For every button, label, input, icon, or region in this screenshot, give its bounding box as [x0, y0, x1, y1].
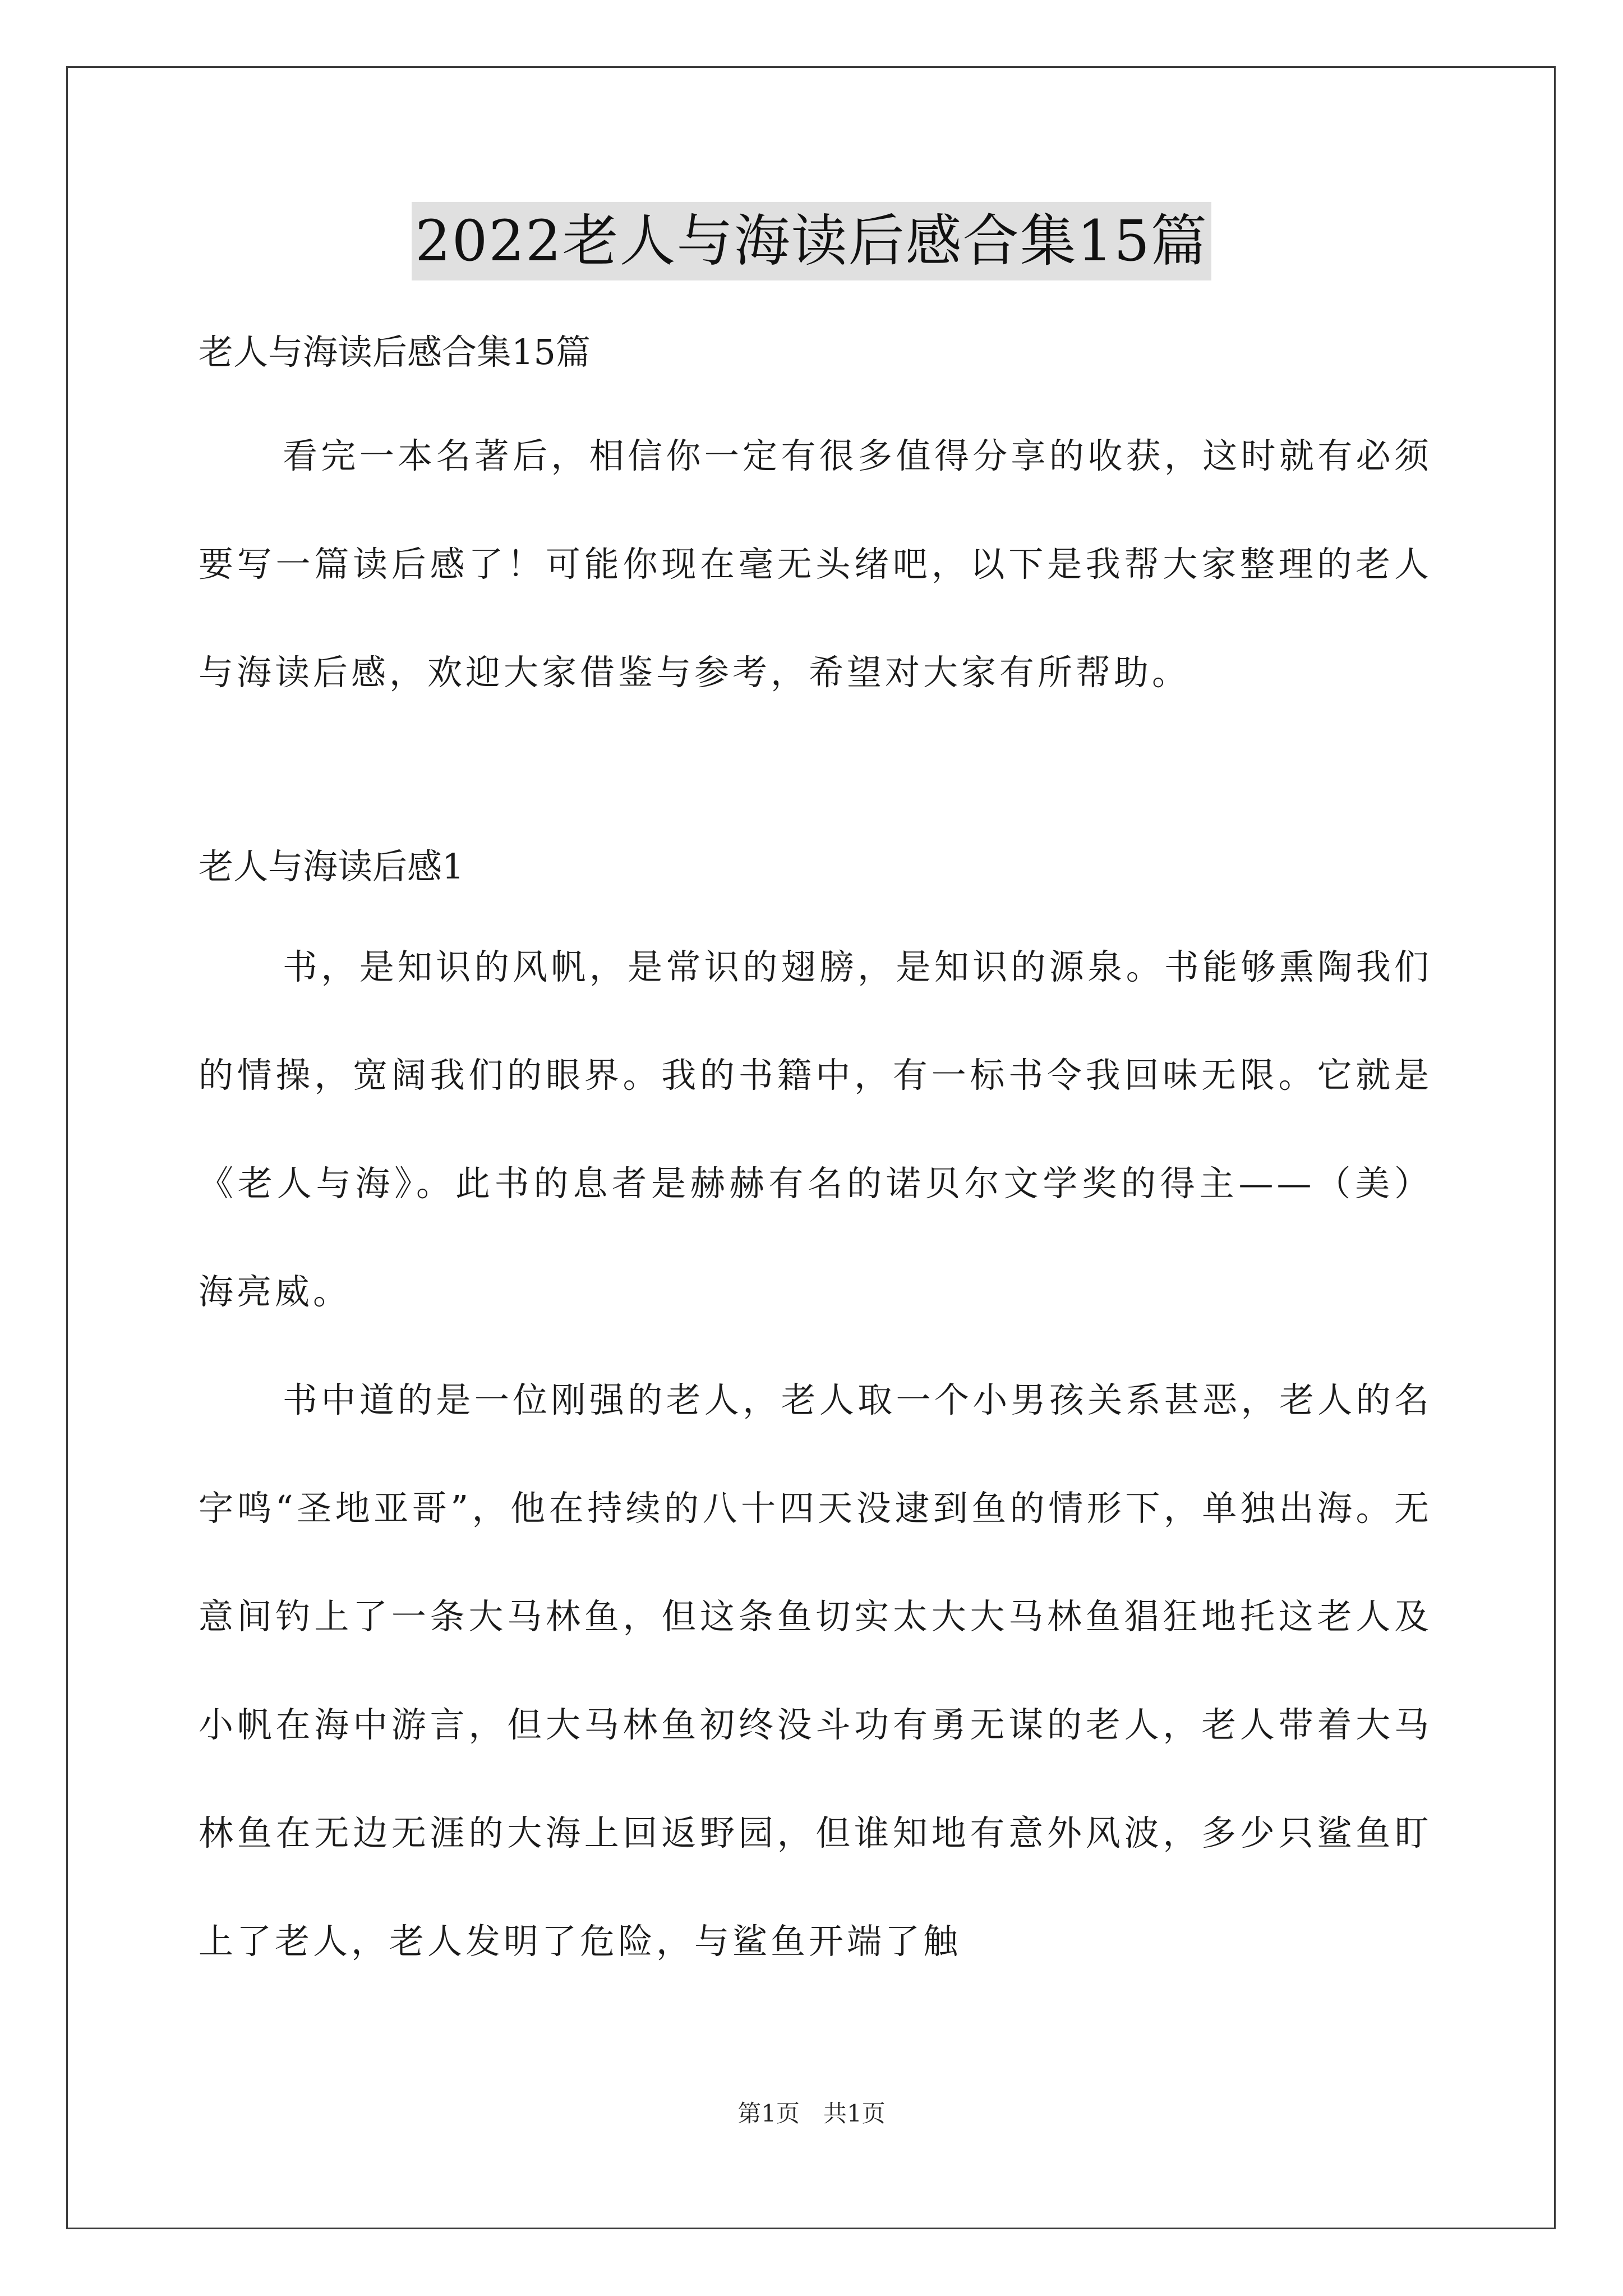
document-subtitle: 老人与海读后感合集15篇: [199, 332, 591, 372]
section-body: [199, 913, 1432, 1995]
body-paragraph-1: 书，是知识的风帆，是常识的翅膀，是知识的源泉。书能够熏陶我们的情操，宽阔我们的眼界。我的书籍中，有一标书令我回味无限。它就是《老人与海》。此书的息者是赫赫有名的诺贝尔文学奖的得主——（美）海亮威。: [199, 946, 1432, 1312]
section-heading: 老人与海读后感1: [199, 846, 464, 887]
body-paragraph-2: 书中道的是一位刚强的老人，老人取一个小男孩关系甚恶，老人的名字鸣“圣地亚哥”，他在持续的八十四天没逮到鱼的情形下，单独出海。无意间钓上了一条大马林鱼，但这条鱼切实太大大马林鱼猖狂地托这老人及小帆在海中游言，但大马林鱼初终没斗功有勇无谋的老人，老人带着大马林鱼在无边无涯的大海上回返野园，但谁知地有意外风波，多少只鲨鱼盯上了老人，老人发明了危险，与鲨鱼开端了触: [199, 1379, 1432, 1962]
title-wrap: [0, 202, 1623, 280]
intro-paragraph: 看完一本名著后，相信你一定有很多值得分享的收获，这时就有必须要写一篇读后感了！可能你现在毫无头绪吧，以下是我帮大家整理的老人与海读后感，欢迎大家借鉴与参考，希望对大家有所帮助。: [199, 435, 1432, 693]
document-title: 2022老人与海读后感合集15篇: [412, 202, 1211, 280]
document-body: [199, 314, 1432, 1995]
page-footer: 第1页 共1页: [737, 2100, 886, 2127]
